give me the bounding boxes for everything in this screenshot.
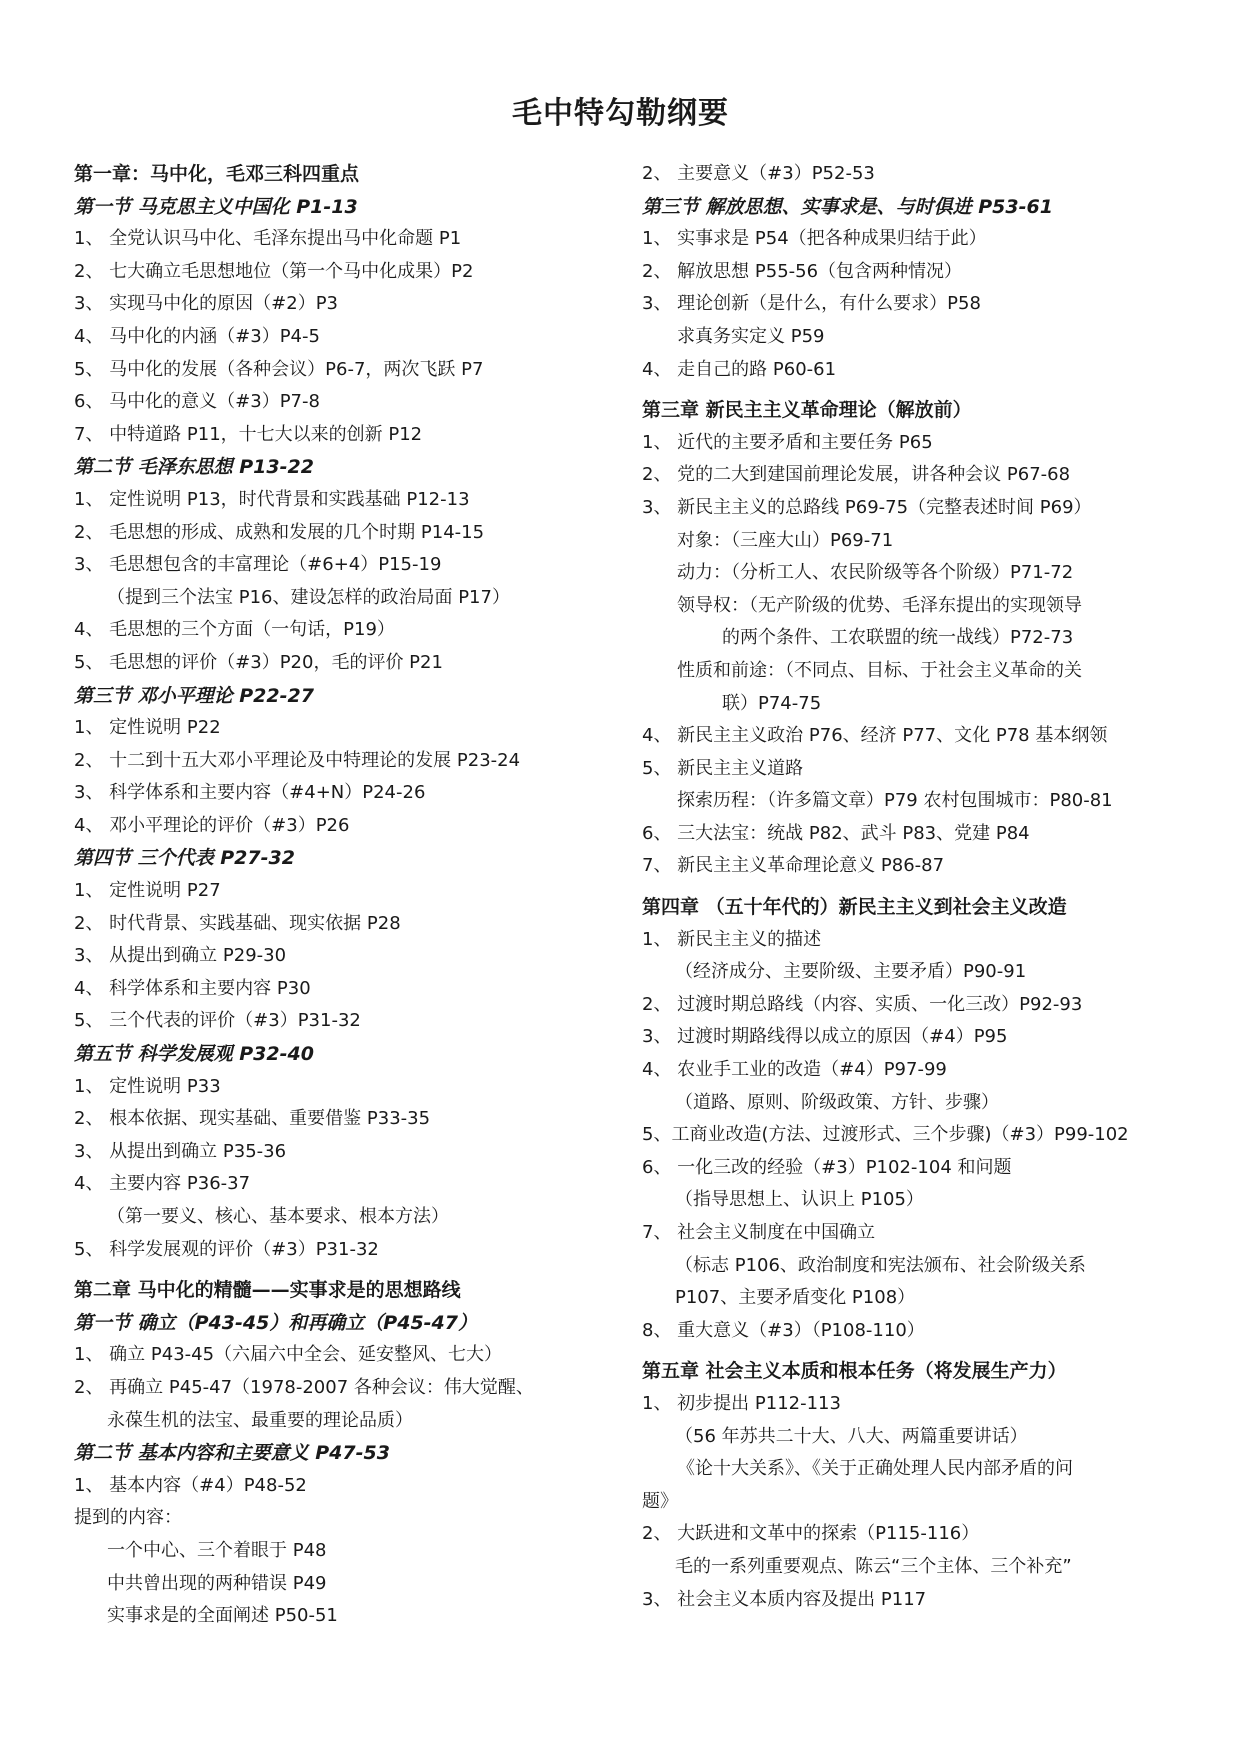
outline-item: 5、 三个代表的评价（#3）P31-32 xyxy=(74,1010,361,1032)
outline-item: 2、 再确立 P45-47（1978-2007 各种会议：伟大觉醒、 xyxy=(74,1376,534,1398)
outline-subitem: 实事求是的全面阐述 P50-51 xyxy=(107,1605,338,1627)
outline-subitem: 联）P74-75 xyxy=(722,692,822,714)
outline-item: 题》 xyxy=(642,1490,678,1512)
outline-item: 1、 基本内容（#4）P48-52 xyxy=(74,1474,307,1496)
outline-item: 4、 走自己的路 P60-61 xyxy=(642,358,837,380)
outline-item: 3、 理论创新（是什么，有什么要求）P58 xyxy=(642,293,981,315)
outline-item: 1、 确立 P43-45（六届六中全会、延安整风、七大） xyxy=(74,1344,503,1366)
outline-item: 7、 社会主义制度在中国确立 xyxy=(642,1222,876,1243)
outline-subitem: 毛的一系列重要观点、陈云“三个主体、三个补充” xyxy=(675,1555,1072,1577)
section-heading: 第五节 科学发展观 P32-40 xyxy=(74,1043,314,1066)
outline-item: 4、 邓小平理论的评价（#3）P26 xyxy=(74,814,350,836)
outline-item: 4、 农业手工业的改造（#4）P97-99 xyxy=(642,1059,947,1081)
outline-item: 4、 新民主主义政治 P76、经济 P77、文化 P78 基本纲领 xyxy=(642,725,1108,747)
outline-subitem: （道路、原则、阶级政策、方针、步骤） xyxy=(675,1091,999,1113)
outline-item: 3、 科学体系和主要内容（#4+N）P24-26 xyxy=(74,782,426,804)
outline-item: 4、 主要内容 P36-37 xyxy=(74,1173,251,1195)
outline-item: 2、 七大确立毛思想地位（第一个马中化成果）P2 xyxy=(74,260,474,282)
outline-subitem: 永葆生机的法宝、最重要的理论品质） xyxy=(107,1409,413,1431)
outline-item: 6、 三大法宝：统战 P82、武斗 P83、党建 P84 xyxy=(642,822,1030,844)
outline-item: 5、 科学发展观的评价（#3）P31-32 xyxy=(74,1238,379,1260)
outline-item: 1、 近代的主要矛盾和主要任务 P65 xyxy=(642,431,933,453)
outline-item: 1、 定性说明 P33 xyxy=(74,1075,221,1097)
outline-item: 2、 时代背景、实践基础、现实依据 P28 xyxy=(74,912,401,934)
outline-subitem: （提到三个法宝 P16、建设怎样的政治局面 P17） xyxy=(107,586,510,608)
outline-subitem: P107、主要矛盾变化 P108） xyxy=(675,1287,916,1309)
section-heading: 第二节 基本内容和主要意义 P47-53 xyxy=(74,1442,390,1465)
section-heading: 第一节 确立（P43-45）和再确立（P45-47） xyxy=(74,1311,477,1334)
outline-item: 1、 初步提出 P112-113 xyxy=(642,1392,841,1414)
outline-item: 3、 从提出到确立 P35-36 xyxy=(74,1140,287,1162)
outline-item: 3、 新民主主义的总路线 P69-75（完整表述时间 P69） xyxy=(642,496,1092,518)
section-heading: 第三节 邓小平理论 P22-27 xyxy=(74,684,314,707)
section-heading: 第一节 马克思主义中国化 P1-13 xyxy=(74,195,358,218)
chapter-heading: 第四章 （五十年代的）新民主主义到社会主义改造 xyxy=(642,896,1067,919)
outline-item: 1、 实事求是 P54（把各种成果归结于此） xyxy=(642,228,987,250)
chapter-heading: 第五章 社会主义本质和根本任务（将发展生产力） xyxy=(642,1360,1067,1383)
chapter-heading: 第三章 新民主主义革命理论（解放前） xyxy=(642,399,972,422)
outline-subitem: 求真务实定义 P59 xyxy=(677,325,825,347)
outline-item: 5、 毛思想的评价（#3）P20，毛的评价 P21 xyxy=(74,651,443,673)
outline-subitem: 一个中心、三个着眼于 P48 xyxy=(107,1539,327,1561)
outline-item: 4、 马中化的内涵（#3）P4-5 xyxy=(74,325,320,347)
right-column xyxy=(642,158,1172,1616)
outline-subitem: （标志 P106、政治制度和宪法颁布、社会阶级关系 xyxy=(675,1254,1086,1276)
outline-item: 6、 一化三改的经验（#3）P102-104 和问题 xyxy=(642,1156,1012,1178)
outline-item: 1、 定性说明 P22 xyxy=(74,717,221,739)
outline-item: 7、 新民主主义革命理论意义 P86-87 xyxy=(642,855,945,877)
outline-item: 2、 主要意义（#3）P52-53 xyxy=(642,163,875,184)
outline-item: 提到的内容： xyxy=(74,1507,182,1529)
outline-subitem: （经济成分、主要阶级、主要矛盾）P90-91 xyxy=(675,961,1027,983)
outline-item: 3、 毛思想包含的丰富理论（#6+4）P15-19 xyxy=(74,554,442,576)
outline-item: 3、 从提出到确立 P29-30 xyxy=(74,945,287,967)
outline-subitem: （56 年苏共二十大、八大、两篇重要讲话） xyxy=(675,1425,1028,1447)
section-heading: 第二节 毛泽东思想 P13-22 xyxy=(74,456,314,479)
outline-subitem: 领导权：（无产阶级的优势、毛泽东提出的实现领导 xyxy=(677,594,1082,616)
section-heading: 第三节 解放思想、实事求是、与时俱进 P53-61 xyxy=(642,195,1053,218)
outline-item: 5、工商业改造(方法、过渡形式、三个步骤)（#3）P99-102 xyxy=(642,1124,1129,1146)
outline-subitem: 动力：（分析工人、农民阶级等各个阶级）P71-72 xyxy=(677,562,1074,584)
outline-item: 5、 新民主主义道路 xyxy=(642,757,804,779)
outline-subitem: 《论十大关系》、《关于正确处理人民内部矛盾的问 xyxy=(677,1458,1073,1480)
outline-subitem: （指导思想上、认识上 P105） xyxy=(675,1189,924,1211)
outline-item: 2、 过渡时期总路线（内容、实质、一化三改）P92-93 xyxy=(642,993,1083,1015)
outline-item: 2、 党的二大到建国前理论发展，讲各种会议 P67-68 xyxy=(642,464,1071,486)
outline-item: 1、 新民主主义的描述 xyxy=(642,928,822,950)
outline-item: 6、 马中化的意义（#3）P7-8 xyxy=(74,391,320,413)
outline-item: 1、 定性说明 P27 xyxy=(74,880,221,902)
chapter-heading: 第二章 马中化的精髓——实事求是的思想路线 xyxy=(74,1279,461,1302)
outline-subitem: 的两个条件、工农联盟的统一战线）P72-73 xyxy=(722,627,1074,649)
outline-subitem: 性质和前途：（不同点、目标、于社会主义革命的关 xyxy=(677,659,1082,681)
outline-item: 4、 科学体系和主要内容 P30 xyxy=(74,977,311,999)
outline-item: 2、 根本依据、现实基础、重要借鉴 P33-35 xyxy=(74,1108,431,1130)
section-heading: 第四节 三个代表 P27-32 xyxy=(74,847,295,870)
outline-subitem: 对象：（三座大山）P69-71 xyxy=(677,529,894,551)
outline-item: 1、 定性说明 P13，时代背景和实践基础 P12-13 xyxy=(74,488,470,510)
outline-item: 4、 毛思想的三个方面（一句话，P19） xyxy=(74,619,395,641)
outline-item: 2、 十二到十五大邓小平理论及中特理论的发展 P23-24 xyxy=(74,749,521,771)
document-title: 毛中特勾勒纲要 xyxy=(512,96,729,131)
outline-subitem: 探索历程：（许多篇文章）P79 农村包围城市：P80-81 xyxy=(677,790,1113,812)
outline-item: 3、 实现马中化的原因（#2）P3 xyxy=(74,293,339,315)
outline-item: 7、 中特道路 P11，十七大以来的创新 P12 xyxy=(74,423,423,445)
outline-subitem: （第一要义、核心、基本要求、根本方法） xyxy=(107,1206,449,1227)
outline-item: 5、 马中化的发展（各种会议）P6-7，两次飞跃 P7 xyxy=(74,358,484,380)
outline-item: 2、 解放思想 P55-56（包含两种情况） xyxy=(642,260,963,282)
outline-item: 3、 过渡时期路线得以成立的原因（#4）P95 xyxy=(642,1026,1008,1048)
outline-item: 2、 大跃进和文革中的探索（P115-116） xyxy=(642,1523,980,1545)
outline-subitem: 中共曾出现的两种错误 P49 xyxy=(107,1572,327,1594)
chapter-heading: 第一章：马中化，毛邓三科四重点 xyxy=(74,163,360,185)
outline-item: 1、 全党认识马中化、毛泽东提出马中化命题 P1 xyxy=(74,228,462,250)
outline-item: 8、 重大意义（#3）（P108-110） xyxy=(642,1319,925,1341)
outline-item: 3、 社会主义本质内容及提出 P117 xyxy=(642,1588,927,1610)
left-column xyxy=(74,158,614,1633)
outline-item: 2、 毛思想的形成、成熟和发展的几个时期 P14-15 xyxy=(74,521,485,543)
